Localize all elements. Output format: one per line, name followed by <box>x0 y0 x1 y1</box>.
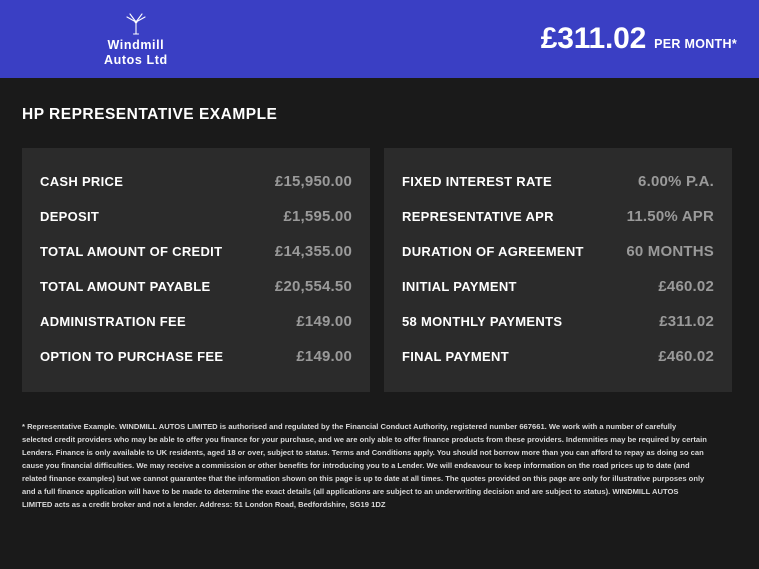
row-value: 60 MONTHS <box>626 243 714 260</box>
row-value: £149.00 <box>296 348 352 365</box>
row-value: £20,554.50 <box>274 278 352 295</box>
row-label: 58 MONTHLY PAYMENTS <box>402 314 563 329</box>
brand-name-line-1: Windmill <box>107 38 165 52</box>
row-label: DURATION OF AGREEMENT <box>402 244 584 259</box>
windmill-icon <box>124 13 148 35</box>
row-value: £460.02 <box>658 348 714 365</box>
row-label: FIXED INTEREST RATE <box>402 174 552 189</box>
row-value: £311.02 <box>659 313 714 330</box>
price-amount: £311.02 <box>540 22 647 55</box>
right-details-panel <box>384 148 732 392</box>
table-row <box>40 199 352 234</box>
table-row <box>40 234 352 269</box>
row-label: DEPOSIT <box>40 209 100 224</box>
page-header <box>0 0 759 78</box>
row-value: £149.00 <box>296 313 352 330</box>
row-label: TOTAL AMOUNT OF CREDIT <box>40 244 223 259</box>
row-value: £460.02 <box>658 278 714 295</box>
row-value: 6.00% P.A. <box>638 173 714 190</box>
row-value: £15,950.00 <box>274 173 352 190</box>
row-label: INITIAL PAYMENT <box>402 279 517 294</box>
table-row <box>40 339 352 374</box>
row-label: OPTION TO PURCHASE FEE <box>40 349 224 364</box>
table-row <box>40 269 352 304</box>
row-value: £14,355.00 <box>274 243 352 260</box>
price-period-label: PER MONTH* <box>654 37 737 51</box>
table-row <box>402 234 714 269</box>
brand-name-line-2: Autos Ltd <box>104 53 168 67</box>
row-label: REPRESENTATIVE APR <box>402 209 554 224</box>
row-value: 11.50% APR <box>626 208 714 225</box>
table-row <box>402 164 714 199</box>
table-row <box>402 304 714 339</box>
left-details-panel <box>22 148 370 392</box>
row-label: CASH PRICE <box>40 174 124 189</box>
row-label: TOTAL AMOUNT PAYABLE <box>40 279 211 294</box>
brand-logo[interactable] <box>104 13 168 68</box>
table-row <box>40 164 352 199</box>
row-value: £1,595.00 <box>283 208 352 225</box>
disclaimer-text: * Representative Example. WINDMILL AUTOS LIMITED is authorised and regulated by the Financial Conduct Authority, registered number 667661. We work with a number of carefully selected credit providers who may be able to offer you finance for your purchase, and we are only able to offer finance products from these providers. Indemnities may be required by certain Lenders. Finance is only available to UK residents, aged 18 or over, subject to status. Terms and Conditions apply. You should not borrow more than you can afford to repay as doing so can cause you financial difficulties. We may receive a commission or other benefits for introducing you to a Lender. We will endeavour to keep information on the road prices up to date (and related finance examples) but we cannot guarantee that the information shown on this page is up to date at all times. The quotes provided on this page are only for illustrative purposes only and a full finance application will have to be made to determine the exact details (all applications are subject to an underwriting decision and are subject to status). WINDMILL AUTOS LIMITED acts as a credit broker and not a lender. Address: 51 London Road, Bedfordshire, SG19 1DZ <box>22 422 707 509</box>
table-row <box>402 199 714 234</box>
row-label: ADMINISTRATION FEE <box>40 314 186 329</box>
table-row <box>402 339 714 374</box>
page-title: HP REPRESENTATIVE EXAMPLE <box>22 106 278 123</box>
table-row <box>40 304 352 339</box>
table-row <box>402 269 714 304</box>
finance-details-panels <box>0 124 759 392</box>
monthly-price <box>541 22 737 56</box>
row-label: FINAL PAYMENT <box>402 349 509 364</box>
